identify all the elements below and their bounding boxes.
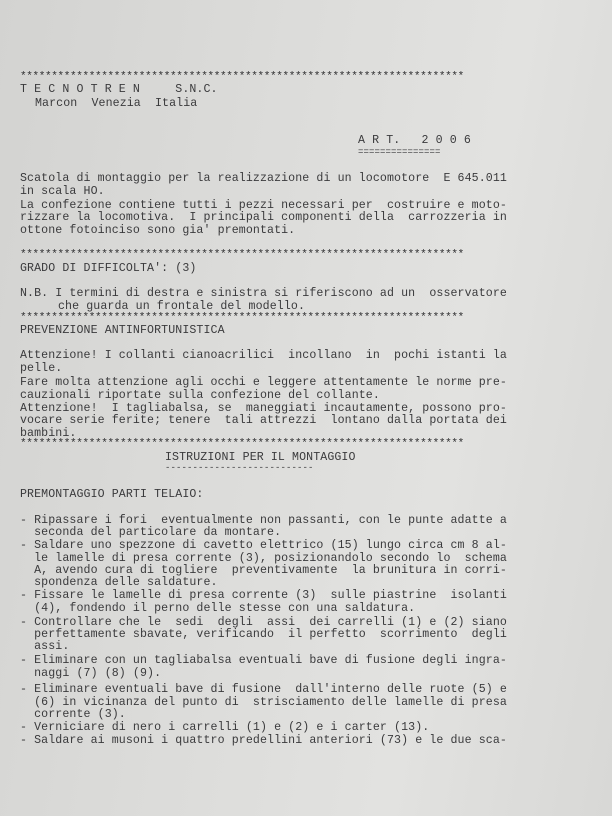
difficulty-label: GRADO DI DIFFICOLTA': (3) — [20, 262, 197, 275]
instruction-line: A, avendo cura di togliere preventivamente la brunitura in corri- — [20, 564, 507, 577]
safety-line: Fare molta attenzione agli occhi e leggere attentamente le norme pre- — [20, 376, 507, 389]
star-divider: *********************************************************************** — [20, 71, 464, 83]
instruction-line: - Ripassare i fori eventualmente non passanti, con le punte adatte a — [20, 514, 507, 527]
star-divider: *********************************************************************** — [20, 249, 464, 261]
note-line: N.B. I termini di destra e sinistra si riferiscono ad un osservatore — [20, 287, 507, 300]
instruction-line: - Eliminare eventuali bave di fusione dall'interno delle ruote (5) e — [20, 683, 507, 696]
safety-title: PREVENZIONE ANTINFORTUNISTICA — [20, 324, 225, 337]
instruction-line: - Verniciare di nero i carrelli (1) e (2) e i carter (13). — [20, 721, 430, 734]
instruction-line: corrente (3). — [20, 708, 126, 721]
instructions-underline: --------------------------- — [165, 463, 314, 473]
intro-line: in scala HO. — [20, 185, 105, 198]
star-divider: *********************************************************************** — [20, 438, 464, 450]
instruction-line: - Eliminare con un tagliabalsa eventuali bave di fusione degli ingra- — [20, 654, 507, 667]
intro-line: Scatola di montaggio per la realizzazione di un locomotore E 645.011 — [20, 172, 507, 185]
instruction-line: - Fissare le lamelle di presa corrente (3) sulle piastrine isolanti — [20, 589, 507, 602]
instruction-line: - Controllare che le sedi degli assi dei carrelli (1) e (2) siano — [20, 616, 507, 629]
instructions-subtitle: PREMONTAGGIO PARTI TELAIO: — [20, 488, 204, 501]
instruction-line: naggi (7) (8) (9). — [20, 667, 162, 680]
safety-line: bambini. — [20, 427, 77, 440]
safety-line: pelle. — [20, 362, 63, 375]
safety-line: vocare serie ferite; tenere tali attrezzi lontano dalla portata dei — [20, 414, 507, 427]
instruction-line: assi. — [20, 640, 70, 653]
instruction-line: (4), fondendo il perno delle stesse con una saldatura. — [20, 602, 416, 615]
star-divider: *********************************************************************** — [20, 312, 464, 324]
safety-line: Attenzione! I tagliabalsa, se maneggiati incautamente, possono pro- — [20, 402, 507, 415]
company-name: T E C N O T R E N S.N.C. — [20, 83, 218, 96]
safety-line: cauzionali riportate sulla confezione del collante. — [20, 389, 380, 402]
intro-line: La confezione contiene tutti i pezzi necessari per costruire e moto- — [20, 199, 507, 212]
instruction-line: - Saldare uno spezzone di cavetto elettrico (15) lungo circa cm 8 al- — [20, 539, 507, 552]
instruction-line: - Saldare ai musoni i quattro predellini anteriori (73) e le due sca- — [20, 734, 507, 747]
article-underline: =============== — [358, 147, 441, 157]
company-location: Marcon Venezia Italia — [35, 97, 198, 110]
instruction-line: le lamelle di presa corrente (3), posizionandolo secondo lo schema — [20, 552, 507, 565]
instruction-line: seconda del particolare da montare. — [20, 526, 282, 539]
intro-line: rizzare la locomotiva. I principali componenti della carrozzeria in — [20, 211, 507, 224]
note-line: che guarda un frontale del modello. — [58, 300, 306, 313]
safety-line: Attenzione! I collanti cianoacrilici incollano in pochi istanti la — [20, 349, 507, 362]
intro-line: ottone fotoinciso sono gia' premontati. — [20, 224, 296, 237]
instruction-line: perfettamente sbavate, verificando il perfetto scorrimento degli — [20, 628, 507, 641]
instruction-line: (6) in vicinanza del punto di strisciamento delle lamelle di presa — [20, 696, 507, 709]
instruction-line: spondenza delle saldature. — [20, 576, 218, 589]
article-number: A R T. 2 0 0 6 — [358, 134, 471, 147]
instructions-title: ISTRUZIONI PER IL MONTAGGIO — [165, 451, 356, 464]
